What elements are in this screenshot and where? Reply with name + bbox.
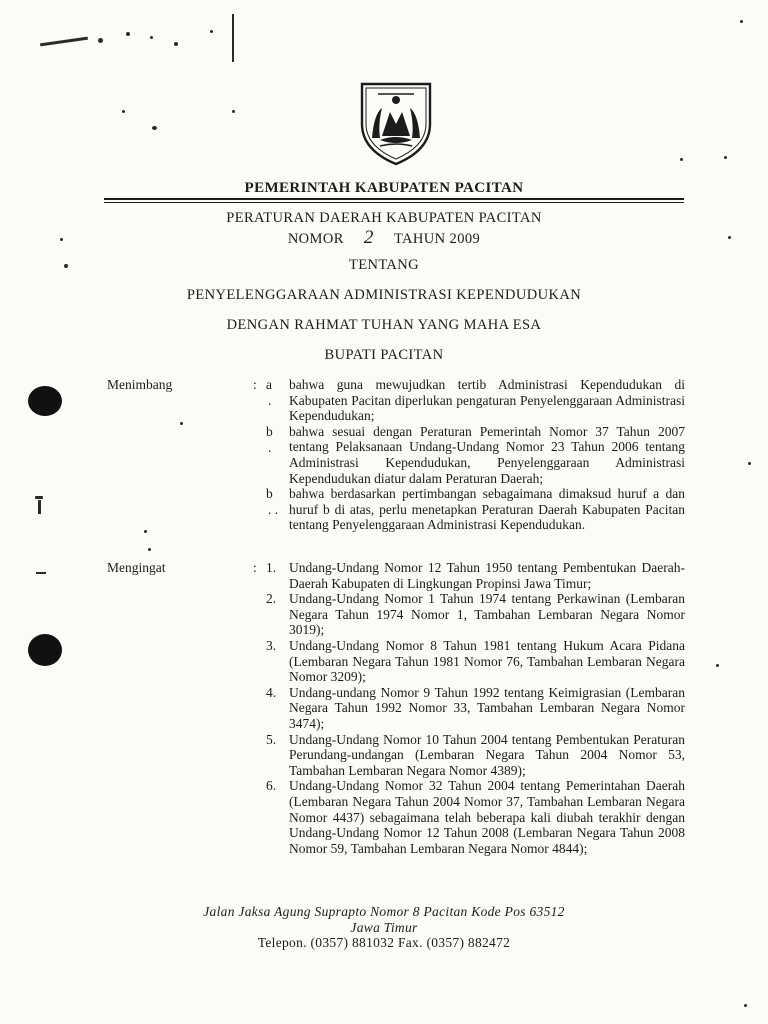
- mengingat-colon: :: [253, 560, 257, 575]
- list-item: [253, 778, 685, 856]
- scan-speck: [38, 500, 41, 514]
- scan-speck: [36, 572, 46, 574]
- letterhead-rule-thin: [104, 202, 684, 203]
- regulation-subject: PENYELENGGARAAN ADMINISTRASI KEPENDUDUKAN: [186, 287, 582, 303]
- number-label: NOMOR: [287, 231, 344, 247]
- item-marker: b: [266, 423, 273, 439]
- item-marker: 2.: [266, 591, 277, 607]
- item-marker: 3.: [266, 637, 277, 653]
- regulation-title: PERATURAN DAERAH KABUPATEN PACITAN: [226, 210, 542, 226]
- scan-speck: [744, 1004, 747, 1007]
- regency-emblem: [356, 80, 436, 166]
- footer-contact: Telepon. (0357) 881032 Fax. (0357) 882472: [257, 935, 511, 950]
- scan-speck: [35, 496, 43, 499]
- regulation-number-line: [0, 227, 768, 249]
- government-name: PEMERINTAH KABUPATEN PACITAN: [244, 180, 524, 196]
- scan-speck: [150, 36, 153, 39]
- list-item: [253, 424, 685, 486]
- item-marker: 6.: [266, 778, 277, 794]
- regulation-year: TAHUN 2009: [393, 231, 481, 247]
- regulation-number: 2: [363, 227, 374, 248]
- item-marker: a: [266, 377, 272, 392]
- scan-speck: [740, 20, 743, 23]
- scan-speck: [232, 110, 235, 113]
- scan-speck: [210, 30, 213, 33]
- item-text: Undang-undang Nomor 9 Tahun 1992 tentang Keimigrasian (Lembaran Negara Tahun 1992 Nomor 33, Tambahan Lembaran Negara Nomor 3474);: [289, 684, 685, 731]
- scan-speck: [152, 126, 157, 130]
- scan-speck: [180, 422, 183, 425]
- grace-formula: DENGAN RAHMAT TUHAN YANG MAHA ESA: [226, 317, 542, 333]
- menimbang-label: Menimbang: [107, 377, 173, 392]
- item-marker-dot: .: [268, 439, 272, 455]
- scan-speck: [174, 42, 178, 46]
- scan-speck: [40, 37, 88, 47]
- item-text: bahwa sesuai dengan Peraturan Pemerintah Nomor 37 Tahun 2007 tentang Pelaksanaan Undang-Undang Nomor 23 Tahun 2006 tentang Administrasi Kependudukan, Penyelenggaraan Administrasi Kependudukan diatur dalam Peraturan Daerah;: [289, 423, 685, 486]
- item-marker-dot: .: [268, 393, 272, 408]
- item-text: Undang-Undang Nomor 32 Tahun 2004 tentang Pemerintahan Daerah (Lembaran Negara Tahun 2004 Nomor 37, Tambahan Lembaran Negara Nomor 4437) sebagaimana telah beberapa kali diubah terakhir dengan Undang-Undang Nomor 12 Tahun 2008 (Lembaran Negara Tahun 2008 Nomor 59, Tambahan Lembaran Negara Nomor 4844);: [289, 778, 685, 856]
- list-item: [253, 685, 685, 732]
- about-heading: TENTANG: [348, 257, 420, 273]
- scan-speck: [126, 32, 130, 36]
- regent-heading: BUPATI PACITAN: [324, 347, 444, 363]
- scan-speck: [716, 664, 719, 667]
- letterhead-rule: [104, 198, 684, 200]
- list-item: [253, 486, 685, 533]
- item-text: Undang-Undang Nomor 1 Tahun 1974 tentang Perkawinan (Lembaran Negara Tahun 1974 Nomor 1, Tambahan Lembaran Negara Nomor 3019);: [289, 591, 685, 638]
- list-item: [253, 560, 685, 591]
- item-text: Undang-Undang Nomor 8 Tahun 1981 tentang Hukum Acara Pidana (Lembaran Negara Tahun 1981 Nomor 76, Tambahan Lembaran Negara Nomor 3209);: [289, 637, 685, 685]
- item-marker: 5.: [266, 731, 277, 747]
- punch-hole: [28, 634, 62, 666]
- list-item: [253, 591, 685, 638]
- scan-speck: [724, 156, 727, 159]
- mengingat-list: [253, 560, 685, 856]
- list-item: [253, 732, 685, 779]
- item-text: bahwa guna mewujudkan tertib Administrasi Kependudukan di Kabupaten Pacitan diperlukan pengaturan Penyelenggaraan Administrasi Kependudukan;: [289, 377, 685, 424]
- scan-speck: [148, 548, 151, 551]
- punch-hole: [28, 386, 62, 416]
- scan-speck: [98, 38, 103, 43]
- menimbang-colon: :: [253, 377, 257, 392]
- item-marker: 4.: [266, 684, 277, 700]
- mengingat-label: Mengingat: [107, 560, 166, 575]
- item-marker-dot: . .: [268, 502, 279, 518]
- list-item: [253, 377, 685, 424]
- scan-speck: [748, 462, 751, 465]
- menimbang-list: [253, 377, 685, 533]
- item-marker: 1.: [266, 560, 277, 575]
- footer-address: Jalan Jaksa Agung Suprapto Nomor 8 Pacitan Kode Pos 63512: [203, 904, 565, 919]
- item-marker: b: [266, 486, 273, 502]
- item-text: Undang-Undang Nomor 12 Tahun 1950 tentang Pembentukan Daerah-Daerah Kabupaten di Lingkungan Propinsi Jawa Timur;: [289, 560, 685, 591]
- scan-speck: [232, 14, 234, 62]
- pacitan-coat-of-arms-icon: [356, 80, 436, 166]
- item-text: Undang-Undang Nomor 10 Tahun 2004 tentang Pembentukan Peraturan Perundang-undangan (Lembaran Negara Tahun 2004 Nomor 53, Tambahan Lembaran Negara Nomor 4389);: [289, 731, 685, 778]
- footer-province: Jawa Timur: [350, 920, 418, 935]
- list-item: [253, 638, 685, 685]
- scan-speck: [144, 530, 147, 533]
- item-text: bahwa berdasarkan pertimbangan sebagaimana dimaksud huruf a dan huruf b di atas, perlu menetapkan Peraturan Daerah Kabupaten Pacitan tentang Penyelenggaraan Administrasi Kependudukan.: [289, 486, 685, 533]
- scan-speck: [122, 110, 125, 113]
- scan-speck: [680, 158, 683, 161]
